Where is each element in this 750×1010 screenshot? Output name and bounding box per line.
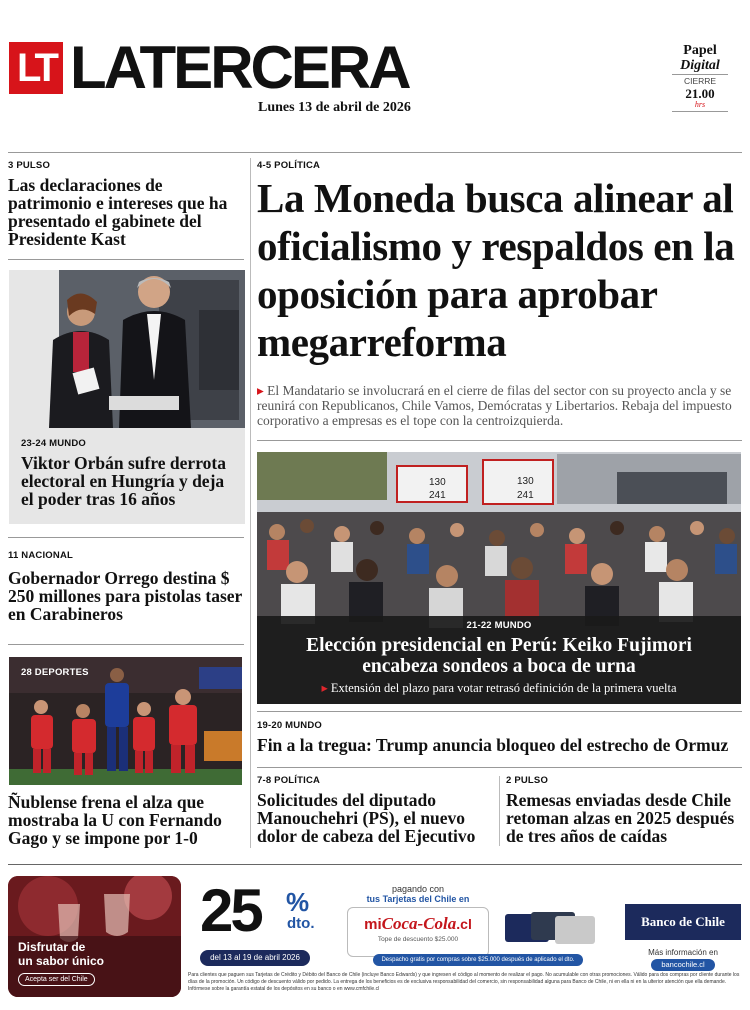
divider <box>8 864 742 865</box>
headline[interactable]: Gobernador Orrego destina $ 250 millones para pistolas taser en Carabineros <box>8 568 242 624</box>
story-orban[interactable] <box>9 428 245 524</box>
discount-percent: % <box>286 887 310 917</box>
story-orrego[interactable] <box>8 550 244 623</box>
deck-text: Extensión del plazo para votar retrasó definición de la primera vuelta <box>330 681 677 695</box>
masthead-divider <box>8 152 742 153</box>
deck-text: El Mandatario se involucrará en el cierre de filas del sector con su proyecto ancla y se reunirá con Republicanos, Chile Vamos, Demócratas y Libertarios. Rebaja del impuesto corporativo a empresas es el tope con la centroizquierda. <box>257 383 732 428</box>
peru-headline[interactable]: Elección presidencial en Perú: Keiko Fujimori encabeza sondeos a boca de urna <box>306 635 692 677</box>
lead-deck <box>257 383 742 428</box>
credit-cards-icon <box>505 912 597 946</box>
column-divider <box>250 158 251 848</box>
discount-cap: Tope de descuento $25.000 <box>377 936 459 943</box>
section-label: 4-5 POLÍTICA <box>257 160 321 171</box>
divider <box>257 440 742 441</box>
section-label: 2 PULSO <box>506 775 549 786</box>
sign1-top: 130 <box>429 477 446 488</box>
logo-mark: LT <box>9 42 63 94</box>
bank-logo[interactable]: Banco de Chile <box>625 904 741 940</box>
pay-line2: tus Tarjetas del Chile en <box>366 894 470 904</box>
bullet-icon: ▸ <box>321 681 328 695</box>
store-box[interactable] <box>347 907 489 957</box>
store-cl: .cl <box>456 916 472 932</box>
orban-photo-illustration <box>9 270 245 428</box>
papel-digital-badge <box>672 43 728 113</box>
masthead <box>0 0 750 150</box>
ad-image-tag[interactable]: Acepta ser del Chile <box>18 973 95 986</box>
discount-dto: dto. <box>287 915 315 932</box>
issue-date: Lunes 13 de abril de 2026 <box>258 100 411 115</box>
discount-number: 25 <box>200 877 261 944</box>
divider <box>257 767 742 768</box>
headline[interactable]: Solicitudes del diputado Manouchehri (PS), el nuevo dolor de cabeza del Ejecutivo <box>257 790 476 846</box>
section-label: 7-8 POLÍTICA <box>257 775 321 786</box>
badge-label: CIERRE <box>683 76 717 86</box>
shipping-banner: Despacho gratis por compras sobre $25.000 después de aplicado el dto. <box>373 954 583 966</box>
badge-line1: Papel <box>683 43 717 58</box>
football-photo[interactable] <box>9 657 242 785</box>
column-divider <box>499 776 500 846</box>
discount-dates: del 13 al 19 de abril 2026 <box>200 950 310 966</box>
section-label: 28 DEPORTES <box>21 667 89 678</box>
orban-photo[interactable] <box>9 270 245 428</box>
section-label: 11 NACIONAL <box>8 550 74 561</box>
headline[interactable]: Viktor Orbán sufre derrota electoral en Hungría y deja el poder tras 16 años <box>21 453 226 509</box>
headline[interactable]: Ñublense frena el alza que mostraba la U con Fernando Gago y se impone por 1-0 <box>8 792 222 848</box>
badge-unit: hrs <box>694 100 706 109</box>
ad-image-panel[interactable] <box>8 876 181 997</box>
peru-caption[interactable] <box>257 620 741 695</box>
divider <box>8 259 244 260</box>
advertisement[interactable] <box>8 874 742 1000</box>
ad-store <box>343 884 493 964</box>
fine-print: Para clientes que paguen sus Tarjetas de Crédito y Débito del Banco de Chile (incluye Banco Edwards) y que ingresen el código al momento de realizar el pago. No acumulable con otras promociones. Válido para dos compras por cliente durante los días de la promoción. Un código de descuento válido por pedido. La entrega de los beneficios es de exclusiva responsabilidad del comercio, sin responsabilidad alguna para Banco de Chile, ni en ella ni en la ulterior atención que ella demande. Infórmese sobre la garantía estatal de los depósitos en su banco o en www.cmfchile.cl <box>188 972 740 992</box>
story-gabinete[interactable] <box>8 160 244 248</box>
story-ormuz[interactable] <box>257 720 742 755</box>
peru-deck <box>257 681 741 695</box>
story-nublense[interactable] <box>8 793 244 847</box>
bullet-icon: ▸ <box>257 383 264 398</box>
divider <box>257 711 742 712</box>
bank-site[interactable]: bancochile.cl <box>651 959 715 971</box>
lead-headline[interactable]: La Moneda busca alinear al oficialismo y respaldos en la oposición para aprobar megarreforma <box>257 175 735 365</box>
headline[interactable]: Remesas enviadas desde Chile retoman alzas en 2025 después de tres años de caídas <box>506 790 735 846</box>
divider <box>8 644 244 645</box>
masthead-name: LATERCERA <box>70 34 409 101</box>
divider <box>8 537 244 538</box>
section-label: 21-22 MUNDO <box>466 620 532 631</box>
section-label: 3 PULSO <box>8 160 51 171</box>
sign2-bottom: 241 <box>517 490 534 501</box>
headline[interactable]: Las declaraciones de patrimonio e intereses que ha presentado el gabinete del Presidente Kast <box>8 175 228 249</box>
store-mi: mi <box>364 916 382 933</box>
lead-story[interactable] <box>257 160 742 428</box>
more-info: Más información en <box>648 948 718 957</box>
ad-image-line2: un sabor único <box>18 954 105 968</box>
store-brand: Coca-Cola <box>381 914 457 933</box>
section-label: 23-24 MUNDO <box>21 438 87 449</box>
pay-line1: pagando con <box>391 884 445 894</box>
headline[interactable]: Fin a la tregua: Trump anuncia bloqueo del estrecho de Ormuz <box>257 735 729 755</box>
peru-election-photo[interactable] <box>257 452 741 704</box>
sign1-bottom: 241 <box>429 490 446 501</box>
ad-image-line1: Disfrutar de <box>18 940 86 954</box>
badge-line2: Digital <box>680 58 720 73</box>
sign2-top: 130 <box>517 476 534 487</box>
ad-discount <box>200 877 320 972</box>
story-remesas[interactable] <box>506 775 742 845</box>
section-label: 19-20 MUNDO <box>257 720 323 731</box>
badge-time: 21.00 <box>685 86 715 101</box>
story-manouchehri[interactable] <box>257 775 493 845</box>
